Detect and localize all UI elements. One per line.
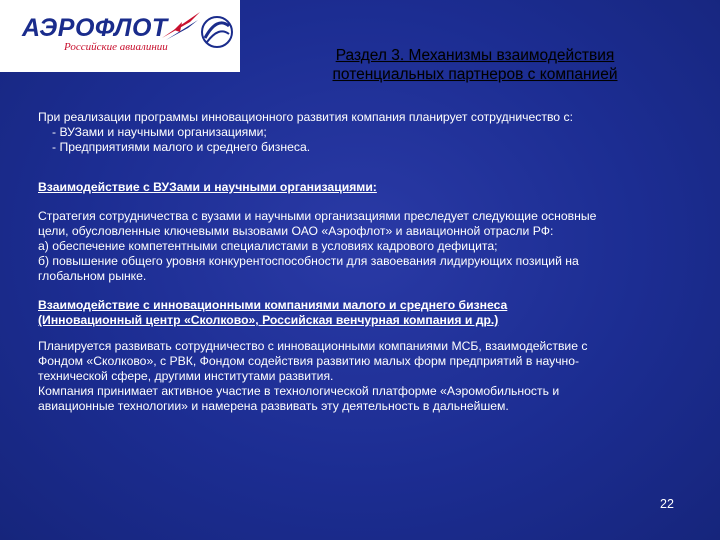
section2-line-2: Фондом «Сколково», с РВК, Фондом содействия развитию малых форм предприятий в научно-	[38, 354, 580, 368]
section2-line-5: авиационные технологии» и намерена развивать эту деятельность в дальнейшем.	[38, 399, 509, 413]
logo-subtitle: Российские авиалинии	[64, 41, 168, 53]
section2-line-4: Компания принимает активное участие в технологической платформе «Аэромобильность и	[38, 384, 560, 398]
section2-heading-line-2: (Инновационный центр «Сколково», Российская венчурная компания и др.)	[38, 313, 499, 327]
title-line-2: потенциальных партнеров с компанией	[332, 66, 618, 83]
section2-heading-line-1: Взаимодействие с инновационными компаниями малого и среднего бизнеса	[38, 298, 508, 312]
section1-line-2: цели, обусловленные ключевыми вызовами ОАО «Аэрофлот» и авиационной отрасли РФ:	[38, 224, 554, 238]
section1-line-5: глобальном рынке.	[38, 269, 147, 283]
section2-line-3: технической сфере, другими институтами развития.	[38, 369, 334, 383]
logo-name: АЭРОФЛОТ	[22, 14, 168, 42]
skyteam-emblem-icon	[200, 12, 234, 60]
section2-line-1: Планируется развивать сотрудничество с инновационными компаниями МСБ, взаимодействие с	[38, 339, 588, 353]
title-line-1: Раздел 3. Механизмы взаимодействия	[335, 47, 615, 64]
aeroflot-logo	[0, 0, 240, 72]
intro-text: При реализации программы инновационного развития компания планирует сотрудничество с:	[38, 110, 573, 124]
section1-heading: Взаимодействие с ВУЗами и научными организациями:	[38, 180, 377, 194]
slide-title	[255, 46, 695, 84]
slide-body	[38, 110, 698, 414]
section1-line-1: Стратегия сотрудничества с вузами и научными организациями преследует следующие основные	[38, 209, 597, 223]
intro-item-2: - Предприятиями малого и среднего бизнеса.	[52, 140, 311, 154]
intro-item-1: - ВУЗами и научными организациями;	[52, 125, 267, 139]
page-number: 22	[660, 497, 674, 511]
wings-icon	[160, 8, 202, 44]
section1-line-3: а) обеспечение компетентными специалистами в условиях кадрового дефицита;	[38, 239, 498, 253]
section1-line-4: б) повышение общего уровня конкурентоспособности для завоевания лидирующих позиций на	[38, 254, 579, 268]
